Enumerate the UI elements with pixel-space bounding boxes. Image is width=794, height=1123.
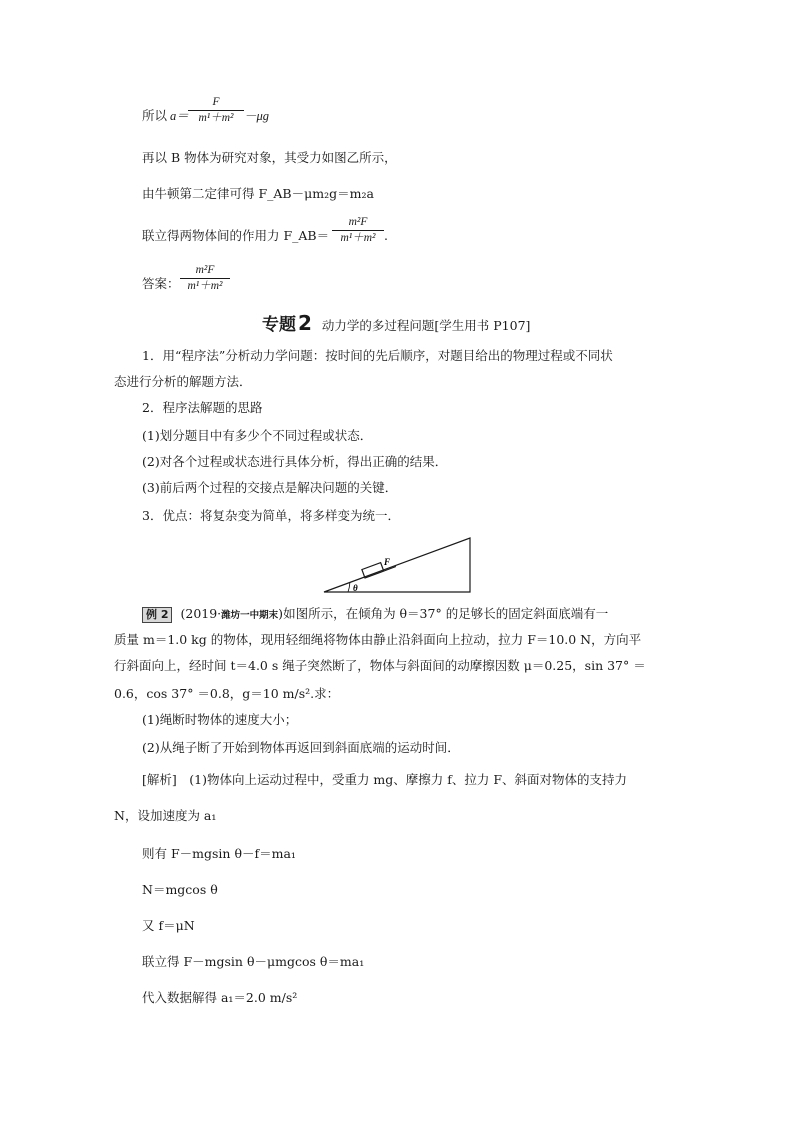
- section-heading: [262, 310, 530, 335]
- angle-label: θ: [353, 583, 358, 593]
- text-period: .: [384, 228, 388, 243]
- paragraph-line: (3)前后两个过程的交接点是解决问题的关键．: [142, 480, 398, 495]
- solution-line: N，设加速度为 a₁: [114, 808, 217, 823]
- text-a-eq: a＝: [170, 109, 189, 123]
- heading-number: 2: [298, 311, 312, 335]
- fraction-bar: [188, 110, 244, 111]
- fraction-numerator: m²F: [348, 216, 368, 228]
- paragraph-line: 1．用“程序法”分析动力学问题：按时间的先后顺序，对题目给出的物理过程或不同状: [142, 348, 613, 363]
- block: [362, 563, 384, 578]
- example-line: 如图所示，在倾角为 θ＝37° 的足够长的固定斜面底端有一: [283, 606, 609, 621]
- answer-label: 答案：: [142, 276, 180, 291]
- fraction-denominator: m¹＋m²: [198, 112, 234, 124]
- angle-arc: [348, 583, 350, 592]
- solution-line: 代入数据解得 a₁＝2.0 m/s²: [142, 990, 298, 1005]
- incline-figure: [320, 534, 475, 596]
- example-source-school: 潍坊一中期末: [221, 610, 279, 621]
- heading-title: 动力学的多过程问题[学生用书 P107]: [321, 318, 531, 333]
- fraction: [180, 264, 230, 293]
- paragraph-line: 2．程序法解题的思路: [142, 400, 263, 415]
- example-line: 质量 m＝1.0 kg 的物体，现用轻细绳将物体由静止沿斜面向上拉动，拉力 F＝10.0 N，方向平: [114, 632, 642, 647]
- example-question: (1)绳断时物体的速度大小；: [142, 712, 298, 727]
- example-question: (2)从绳子断了开始到物体再返回到斜面底端的运动时间．: [142, 740, 460, 755]
- fraction-bar: [332, 230, 384, 231]
- fraction: [188, 96, 244, 125]
- heading-topic: 专题: [262, 315, 296, 335]
- fraction-denominator: m¹＋m²: [340, 232, 376, 244]
- example-source-close: ): [278, 606, 284, 621]
- fraction-bar: [180, 278, 230, 279]
- paragraph-line: (2)对各个过程或状态进行具体分析，得出正确的结果．: [142, 454, 448, 469]
- example-first-line: [142, 606, 608, 624]
- example-line: 行斜面向上，经时间 t＝4.0 s 绳子突然断了，物体与斜面间的动摩擦因数 μ＝0.25，sin 37° ＝: [114, 658, 646, 673]
- line-newton-second-law: 由牛顿第二定律可得 F_AB－μm₂g＝m₂a: [142, 186, 374, 201]
- solution-line: [解析] (1)物体向上运动过程中，受重力 mg、摩擦力 f、拉力 F、斜面对物体的支持力: [142, 772, 628, 787]
- fraction: [332, 216, 384, 245]
- paragraph-line: 态进行分析的解题方法．: [114, 374, 252, 389]
- solution-line: 联立得 F－mgsin θ－μmgcos θ＝ma₁: [142, 954, 365, 969]
- solution-line: N＝mgcos θ: [142, 882, 218, 897]
- text-interaction: 联立得两物体间的作用力 F_AB＝: [142, 228, 330, 243]
- fraction-denominator: m¹＋m²: [187, 280, 223, 292]
- example-source-open: (2019·: [180, 606, 222, 621]
- example-line: 0.6，cos 37° ＝0.8，g＝10 m/s².求：: [114, 686, 340, 701]
- text-tail: －μg: [244, 109, 270, 123]
- solution-line: 则有 F－mgsin θ－f＝ma₁: [142, 846, 296, 861]
- text-prefix: 所以: [142, 108, 168, 123]
- fraction-numerator: F: [212, 96, 220, 108]
- paragraph-line: (1)划分题目中有多少个不同过程或状态．: [142, 428, 373, 443]
- example-badge: 例 2: [142, 607, 172, 623]
- force-label: F: [384, 557, 391, 567]
- fraction-numerator: m²F: [195, 264, 215, 276]
- paragraph-line: 3．优点：将复杂变为简单，将多样变为统一．: [142, 508, 400, 523]
- line-object-b: 再以 B 物体为研究对象，其受力如图乙所示，: [142, 150, 397, 165]
- incline-triangle: [324, 538, 470, 592]
- solution-line: 又 f＝μN: [142, 918, 195, 933]
